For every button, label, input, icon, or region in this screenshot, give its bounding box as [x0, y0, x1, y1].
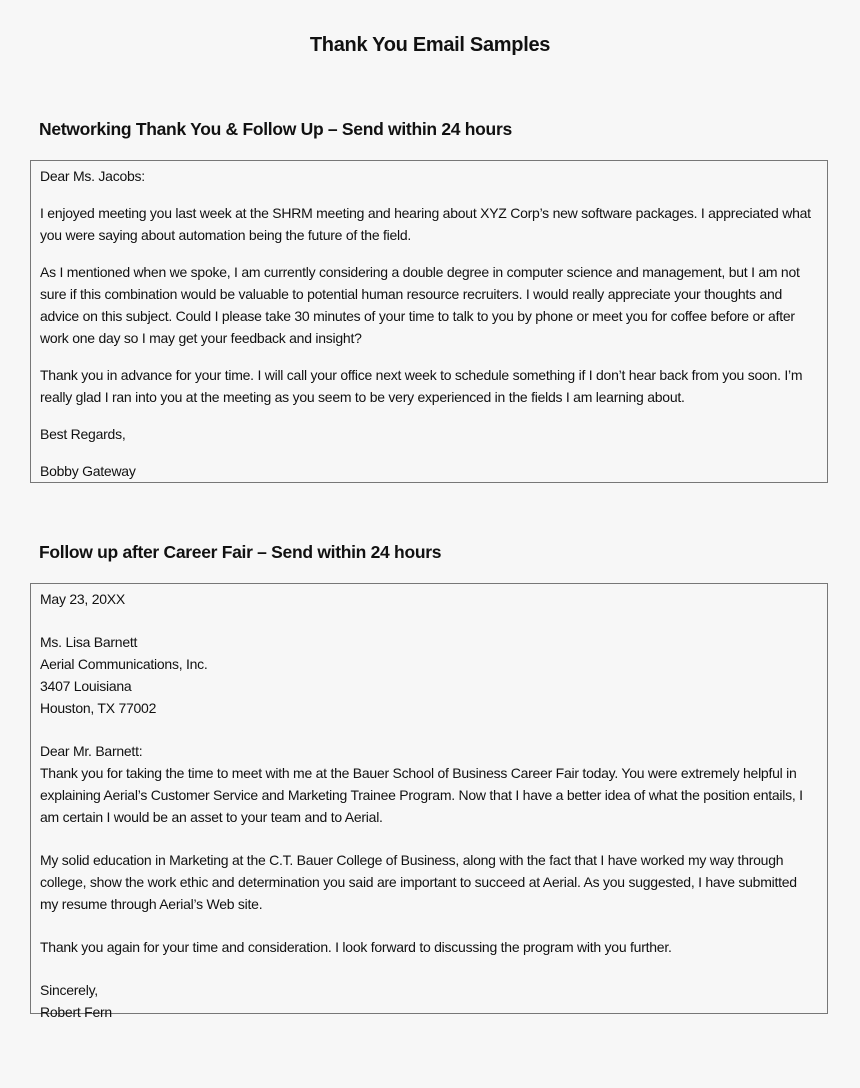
email-sample-career-fair — [30, 583, 828, 1020]
email-paragraph: I enjoyed meeting you last week at the SHRM meeting and hearing about XYZ Corp’s new software packages. I appreciated what you were saying about automation being the future of the field. — [40, 205, 811, 243]
email-paragraph: Thank you for taking the time to meet with me at the Bauer School of Business Career Fair today. You were extremely helpful in explaining Aerial’s Customer Service and Marketing Trainee Program. Now that I have a better idea of what the position entails, I am certain I would be an asset to your team and to Aerial. — [40, 765, 803, 825]
page-title: Thank You Email Samples — [309, 34, 551, 56]
address-line: 3407 Louisiana — [40, 678, 132, 694]
letter-date: May 23, 20XX — [40, 591, 125, 607]
email-greeting: Dear Mr. Barnett: — [40, 743, 143, 759]
email-paragraph: My solid education in Marketing at the C.T. Bauer College of Business, along with the fact that I have worked my way through college, show the work ethic and determination you said are important to succeed at Aerial. As you suggested, I have submitted my resume through Aerial’s Web site. — [40, 852, 797, 912]
email-signature: Robert Fern — [40, 1004, 112, 1020]
address-line: Ms. Lisa Barnett — [40, 634, 138, 650]
email-closing: Sincerely, — [40, 982, 98, 998]
email-closing: Best Regards, — [40, 426, 126, 442]
address-line: Aerial Communications, Inc. — [40, 656, 208, 672]
email-paragraph: Thank you in advance for your time. I will call your office next week to schedule something if I don’t hear back from you soon. I’m really glad I ran into you at the meeting as you seem to be very experienced in the fields I am learning about. — [40, 367, 803, 405]
section-heading-networking: Networking Thank You & Follow Up – Send within 24 hours — [39, 119, 512, 139]
email-greeting: Dear Ms. Jacobs: — [40, 168, 145, 184]
email-sample-networking — [30, 160, 828, 483]
email-paragraph: Thank you again for your time and consideration. I look forward to discussing the program with you further. — [40, 939, 672, 955]
email-paragraph: As I mentioned when we spoke, I am currently considering a double degree in computer science and management, but I am not sure if this combination would be valuable to potential human resource recruiters. I would really appreciate your thoughts and advice on this subject. Could I please take 30 minutes of your time to talk to you by phone or meet you for coffee before or after work one day so I may get your feedback and insight? — [40, 264, 800, 346]
address-line: Houston, TX 77002 — [40, 700, 157, 716]
section-heading-career-fair: Follow up after Career Fair – Send within 24 hours — [39, 542, 442, 562]
email-signature: Bobby Gateway — [40, 463, 136, 479]
